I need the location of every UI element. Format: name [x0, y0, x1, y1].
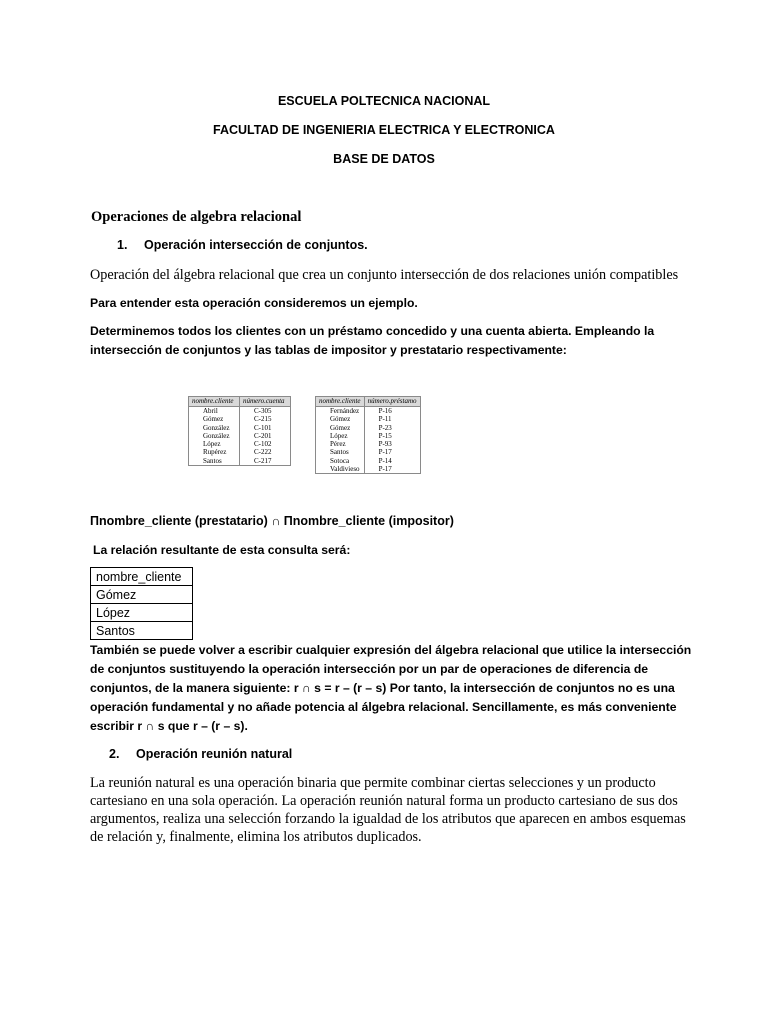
prestatario-table: [315, 396, 421, 474]
paragraph-line: escribir r ∩ s que r – (r – s).: [90, 719, 248, 733]
table-row: [189, 415, 291, 423]
table-row: [316, 415, 421, 423]
table-cell: P-11: [364, 415, 420, 423]
table-cell: Gómez: [203, 415, 224, 424]
table-cell: C-217: [240, 457, 291, 466]
document-header-faculty: FACULTAD DE INGENIERIA ELECTRICA Y ELECTRONICA: [213, 123, 555, 137]
paragraph-line: Determinemos todos los clientes con un préstamo concedido y una cuenta abierta. Empleando la: [90, 324, 655, 338]
paragraph-line: argumentos, realiza una selección forzando la igualdad de los atributos que aparecen en ambos esquemas: [90, 811, 686, 827]
paragraph-intersection-equivalence: [90, 641, 691, 736]
paragraph-definition: Operación del álgebra relacional que crea un conjunto intersección de dos relaciones unión compatibles: [90, 267, 679, 283]
table-cell: C-101: [240, 424, 291, 432]
result-header: nombre_cliente: [91, 568, 193, 586]
result-table: [90, 567, 193, 640]
item-2-heading: [109, 747, 509, 763]
prestatario-header-nombre: nombre.cliente: [316, 397, 365, 407]
table-row: [316, 448, 421, 456]
table-cell: P-17: [364, 448, 420, 456]
table-cell: C-222: [240, 448, 291, 456]
table-row: [91, 586, 193, 604]
paragraph-example-intro: Para entender esta operación consideremos un ejemplo.: [90, 296, 418, 310]
table-cell: P-15: [364, 432, 420, 440]
table-cell: C-215: [240, 415, 291, 423]
table-row: [316, 432, 421, 440]
table-row: [189, 407, 291, 416]
table-cell: C-102: [240, 440, 291, 448]
table-cell: González: [203, 423, 230, 432]
table-cell: Sotoca: [330, 456, 350, 465]
table-cell: P-14: [364, 457, 420, 465]
table-cell: P-16: [364, 407, 420, 416]
section-title: Operaciones de algebra relacional: [91, 209, 302, 225]
impositor-header-nombre: nombre.cliente: [189, 397, 240, 407]
table-cell: Abril: [203, 407, 218, 415]
item-1-title: Operación intersección de conjuntos.: [144, 238, 368, 252]
table-row: [316, 465, 421, 474]
prestatario-header-prestamo: número.préstamo: [364, 397, 420, 407]
table-row: [316, 424, 421, 432]
table-row: [189, 448, 291, 456]
paragraph-line: También se puede volver a escribir cualquier expresión del álgebra relacional que utilice la intersección: [90, 643, 692, 657]
item-2-title: Operación reunión natural: [136, 747, 293, 761]
table-cell: Gómez: [330, 415, 351, 424]
table-cell: Rupérez: [203, 448, 227, 457]
paragraph-line: operación fundamental y no añade potencia al álgebra relacional. Sencillamente, es más conveniente: [90, 700, 677, 714]
table-row: [189, 457, 291, 466]
table-cell: Santos: [330, 448, 349, 457]
table-cell: Fernández: [330, 407, 360, 415]
table-row: [316, 440, 421, 448]
paragraph-line: de conjuntos sustituyendo la operación intersección por un par de operaciones de diferencia de: [90, 662, 649, 676]
result-intro: La relación resultante de esta consulta será:: [93, 543, 351, 557]
impositor-table: [188, 396, 291, 466]
paragraph-line: intersección de conjuntos y las tablas de impositor y prestatario respectivamente:: [90, 343, 567, 357]
table-row: [91, 568, 193, 586]
item-1-heading: [117, 238, 517, 254]
table-cell: Santos: [203, 456, 222, 465]
table-cell: López: [330, 431, 348, 440]
item-2-number: 2.: [109, 747, 120, 761]
table-row: [91, 622, 193, 640]
table-cell: López: [203, 440, 221, 449]
paragraph-example-description: [90, 322, 654, 360]
item-1-number: 1.: [117, 238, 128, 252]
table-cell: González: [203, 431, 230, 440]
table-row: [91, 604, 193, 622]
table-cell: Gómez: [330, 423, 351, 432]
table-cell: P-23: [364, 424, 420, 432]
paragraph-line: La reunión natural es una operación binaria que permite combinar ciertas selecciones y un producto: [90, 775, 656, 791]
table-row: [189, 440, 291, 448]
table-row: [316, 457, 421, 465]
table-cell: Pérez: [330, 440, 346, 449]
impositor-header-cuenta: número.cuenta: [240, 397, 291, 407]
table-cell: P-93: [364, 440, 420, 448]
table-cell: Valdivieso: [330, 465, 360, 474]
table-row: [189, 432, 291, 440]
table-cell: Santos: [91, 622, 193, 640]
paragraph-line: de relación y, finalmente, elimina los atributos duplicados.: [90, 829, 422, 845]
table-cell: López: [91, 604, 193, 622]
table-row: [316, 407, 421, 416]
table-cell: C-305: [240, 407, 291, 416]
document-header-school: ESCUELA POLTECNICA NACIONAL: [277, 94, 491, 108]
paragraph-line: cartesiano en una sola operación. La operación reunión natural forma un producto cartesiano de sus dos: [90, 793, 678, 809]
paragraph-natural-join: [90, 774, 686, 846]
table-row: [189, 424, 291, 432]
relational-expression: Пnombre_cliente (prestatario) ∩ Пnombre_cliente (impositor): [90, 514, 454, 528]
table-cell: Gómez: [91, 586, 193, 604]
table-cell: C-201: [240, 432, 291, 440]
table-cell: P-17: [364, 465, 420, 474]
paragraph-line: conjuntos, de la manera siguiente: r ∩ s = r – (r – s) Por tanto, la intersección de conjuntos no es una: [90, 681, 675, 695]
document-header-course: BASE DE DATOS: [333, 152, 435, 166]
